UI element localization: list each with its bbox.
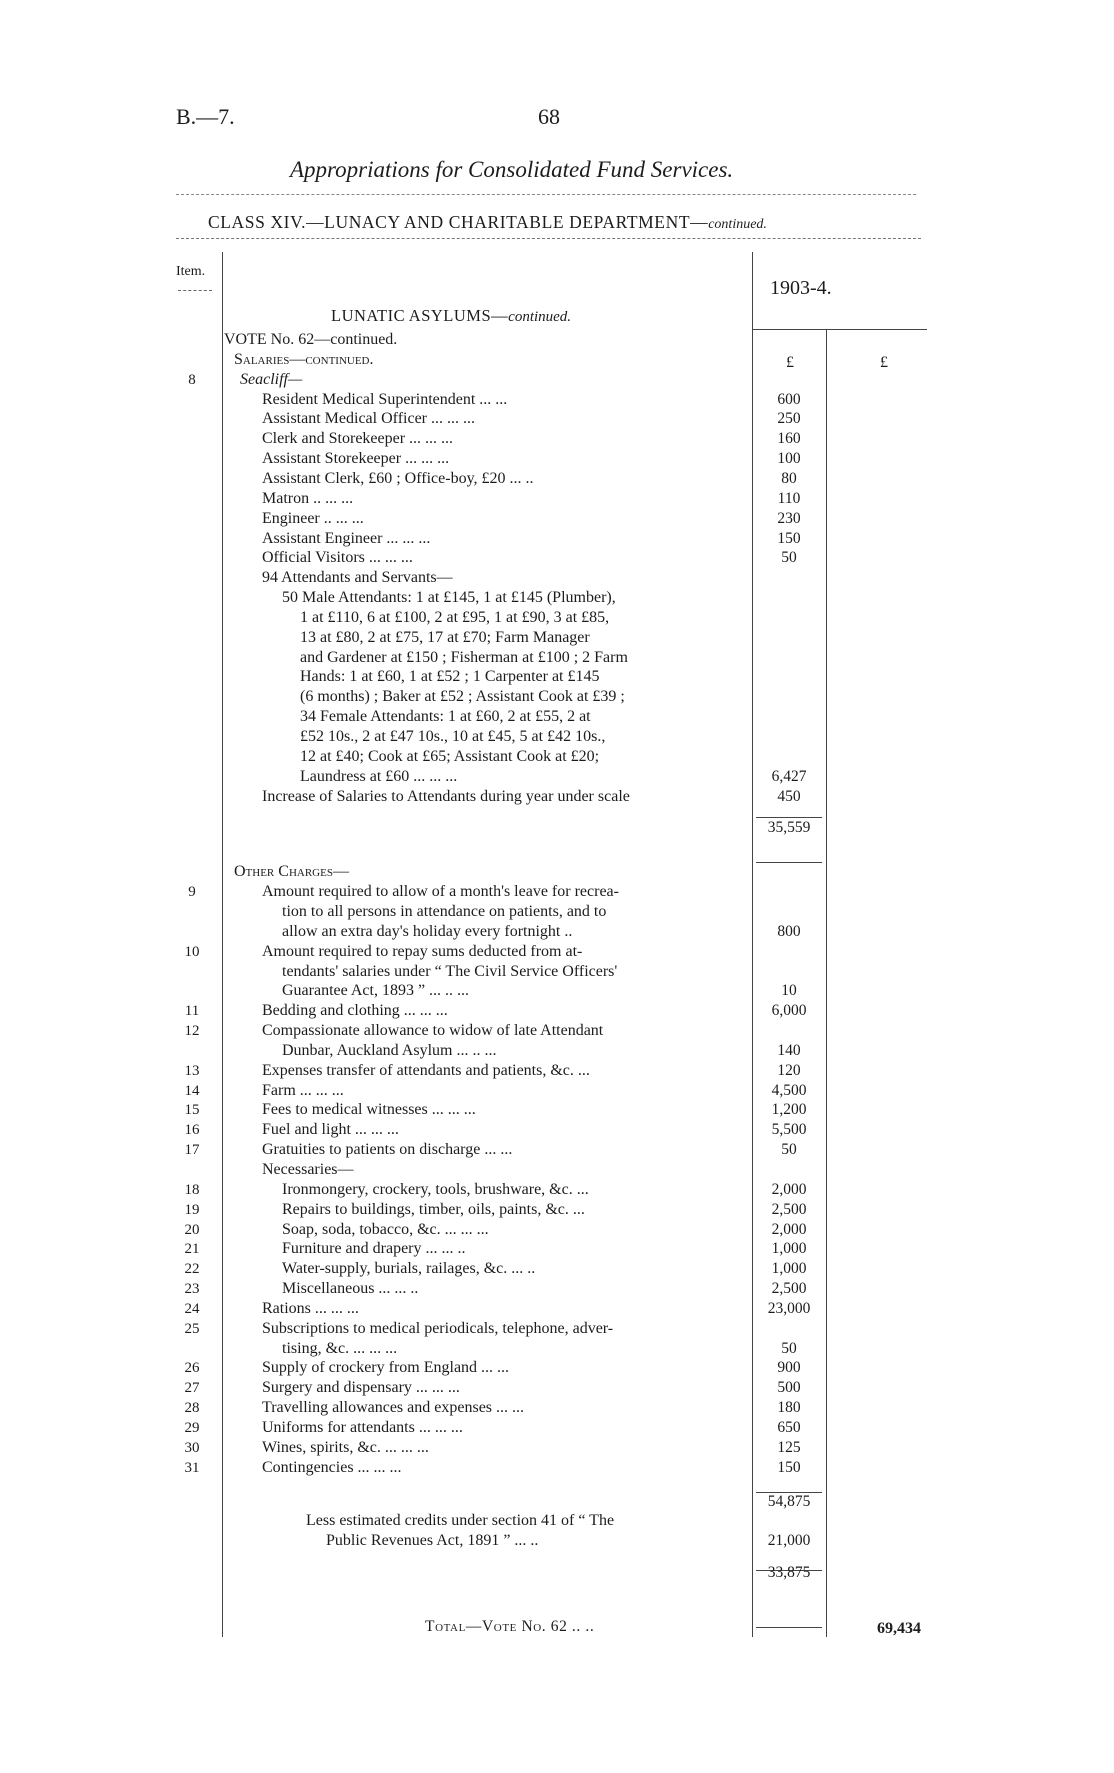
item-number: 9 [188, 884, 196, 900]
table-row [0, 449, 1114, 469]
table-row [0, 1081, 1114, 1101]
row-description: Furniture and drapery ... ... .. [282, 1240, 466, 1257]
item-number: 22 [184, 1261, 200, 1277]
table-row [0, 687, 1114, 707]
row-amount: 600 [777, 391, 801, 408]
total-value: 69,434 [877, 1620, 921, 1637]
item-number: 13 [184, 1063, 200, 1079]
table-row [0, 1319, 1114, 1339]
table-row [0, 588, 1114, 608]
row-description: Subscriptions to medical periodicals, telephone, adver- [262, 1320, 614, 1337]
row-description: Public Revenues Act, 1891 ” ... .. [326, 1532, 539, 1549]
currency-column-1: £ [786, 354, 794, 371]
item-number: 23 [184, 1281, 200, 1297]
row-description: Compassionate allowance to widow of late Attendant [262, 1022, 604, 1039]
row-description: Official Visitors ... ... ... [262, 549, 413, 566]
row-amount: 50 [781, 549, 797, 566]
row-amount: 21,000 [767, 1532, 811, 1549]
table-row [0, 1563, 1114, 1583]
class-title-suffix: continued. [708, 217, 767, 232]
row-amount: 150 [777, 1459, 801, 1476]
table-row [0, 1378, 1114, 1398]
row-description: Resident Medical Superintendent ... ... [262, 391, 508, 408]
table-row [0, 747, 1114, 767]
table-row [0, 1418, 1114, 1438]
table-row [0, 489, 1114, 509]
row-amount: 33,875 [767, 1564, 811, 1581]
table-row [0, 1120, 1114, 1140]
table-row [0, 1239, 1114, 1259]
item-number: 28 [184, 1400, 200, 1416]
row-description: Miscellaneous ... ... .. [282, 1280, 419, 1297]
item-number: 20 [184, 1222, 200, 1238]
row-description: Expenses transfer of attendants and patients, &c. ... [262, 1062, 590, 1079]
table-row [0, 1458, 1114, 1478]
row-description: (6 months) ; Baker at £52 ; Assistant Cook at £39 ; [300, 688, 625, 705]
table-row [0, 409, 1114, 429]
table-row [0, 1339, 1114, 1359]
table-row [0, 1511, 1114, 1531]
row-description: 13 at £80, 2 at £75, 17 at £70; Farm Manager [300, 629, 590, 646]
row-amount: 2,500 [771, 1201, 807, 1218]
row-description: Repairs to buildings, timber, oils, paints, &c. ... [282, 1201, 585, 1218]
row-amount: 2,000 [771, 1221, 807, 1238]
row-description: Other Charges— [234, 863, 349, 880]
row-amount: 160 [777, 430, 801, 447]
row-description: Assistant Clerk, £60 ; Office-boy, £20 ... .. [262, 470, 534, 487]
row-amount: 6,000 [771, 1002, 807, 1019]
row-description: Contingencies ... ... ... [262, 1459, 402, 1476]
currency-column-2: £ [880, 354, 888, 371]
item-number: 25 [184, 1321, 200, 1337]
row-amount: 50 [781, 1340, 797, 1357]
table-row [0, 1041, 1114, 1061]
row-description: Soap, soda, tobacco, &c. ... ... ... [282, 1221, 489, 1238]
row-amount: 230 [777, 510, 801, 527]
class-title-main: CLASS XIV.—LUNACY AND CHARITABLE DEPARTMENT— [208, 212, 709, 232]
row-amount: 120 [777, 1062, 801, 1079]
table-row [0, 1531, 1114, 1551]
row-description: Laundress at £60 ... ... ... [300, 768, 458, 785]
row-amount: 450 [777, 788, 801, 805]
row-description: Wines, spirits, &c. ... ... ... [262, 1439, 429, 1456]
year-heading: 1903-4. [770, 277, 832, 299]
row-description: tion to all persons in attendance on patients, and to [282, 903, 607, 920]
row-amount: 10 [781, 982, 797, 999]
row-description: Water-supply, burials, railages, &c. ... .. [282, 1260, 536, 1277]
table-row [0, 1279, 1114, 1299]
row-amount: 50 [781, 1141, 797, 1158]
table-row [0, 1200, 1114, 1220]
table-row [0, 1100, 1114, 1120]
row-description: and Gardener at £150 ; Fisherman at £100 ; 2 Farm [300, 649, 628, 666]
item-number: 27 [184, 1380, 200, 1396]
row-amount: 100 [777, 450, 801, 467]
row-description: Guarantee Act, 1893 ” ... .. ... [282, 982, 470, 999]
table-row [0, 882, 1114, 902]
table-row [0, 648, 1114, 668]
table-row [0, 1140, 1114, 1160]
row-description: Travelling allowances and expenses ... ... [262, 1399, 525, 1416]
table-row [0, 1160, 1114, 1180]
table-row [0, 548, 1114, 568]
row-amount: 23,000 [767, 1300, 811, 1317]
row-amount: 650 [777, 1419, 801, 1436]
row-description: Clerk and Storekeeper ... ... ... [262, 430, 454, 447]
row-amount: 35,559 [767, 819, 811, 836]
table-row [0, 429, 1114, 449]
table-row [0, 1358, 1114, 1378]
table-row [0, 902, 1114, 922]
row-amount: 1,000 [771, 1260, 807, 1277]
item-number: 19 [184, 1202, 200, 1218]
item-number: 11 [184, 1003, 200, 1019]
table-row [0, 608, 1114, 628]
row-amount: 250 [777, 410, 801, 427]
table-row [0, 767, 1114, 787]
row-amount: 80 [781, 470, 797, 487]
row-description: Ironmongery, crockery, tools, brushware, &c. ... [282, 1181, 589, 1198]
table-row [0, 707, 1114, 727]
table-row [0, 529, 1114, 549]
row-amount: 2,500 [771, 1280, 807, 1297]
item-number: 21 [184, 1241, 200, 1257]
row-amount: 4,500 [771, 1082, 807, 1099]
section-heading-main: LUNATIC ASYLUMS— [331, 306, 509, 325]
row-description: Less estimated credits under section 41 of “ The [306, 1512, 615, 1529]
table-row [0, 667, 1114, 687]
table-row [0, 1398, 1114, 1418]
row-amount: 2,000 [771, 1181, 807, 1198]
table-row [0, 1220, 1114, 1240]
row-description: Rations ... ... ... [262, 1300, 359, 1317]
row-description: Bedding and clothing ... ... ... [262, 1002, 448, 1019]
table-row [0, 628, 1114, 648]
table-row [0, 390, 1114, 410]
row-description: VOTE No. 62—continued. [224, 331, 398, 348]
table-row [0, 509, 1114, 529]
row-amount: 800 [777, 923, 801, 940]
row-description: Amount required to repay sums deducted from at- [262, 943, 583, 960]
row-description: Salaries—continued. [234, 351, 374, 368]
table-row [0, 469, 1114, 489]
row-amount: 180 [777, 1399, 801, 1416]
row-description: Matron .. ... ... [262, 490, 354, 507]
row-description: Assistant Engineer ... ... ... [262, 530, 431, 547]
table-row [0, 1001, 1114, 1021]
row-description: 1 at £110, 6 at £100, 2 at £95, 1 at £90, 3 at £85, [300, 609, 610, 626]
row-description: 34 Female Attendants: 1 at £60, 2 at £55, 2 at [300, 708, 591, 725]
table-row [0, 370, 1114, 390]
table-row [0, 330, 1114, 350]
table-row [0, 1180, 1114, 1200]
table-row [0, 922, 1114, 942]
table-row [0, 568, 1114, 588]
page-number: 68 [538, 104, 560, 129]
table-row [0, 1492, 1114, 1512]
row-description: Assistant Storekeeper ... ... ... [262, 450, 450, 467]
row-description: £52 10s., 2 at £47 10s., 10 at £45, 5 at £42 10s., [300, 728, 606, 745]
row-amount: 1,000 [771, 1240, 807, 1257]
table-row [0, 942, 1114, 962]
row-description: Fuel and light ... ... ... [262, 1121, 399, 1138]
row-description: Uniforms for attendants ... ... ... [262, 1419, 463, 1436]
table-row [0, 818, 1114, 838]
table-row [0, 727, 1114, 747]
item-number: 12 [184, 1023, 200, 1039]
row-amount: 1,200 [771, 1101, 807, 1118]
item-number: 14 [184, 1083, 200, 1099]
row-amount: 54,875 [767, 1493, 811, 1510]
table-row [0, 981, 1114, 1001]
table-row [0, 1299, 1114, 1319]
table-row [0, 1259, 1114, 1279]
item-column-heading: Item. [176, 264, 206, 279]
item-number: 17 [184, 1142, 200, 1158]
section-heading-suffix: continued. [508, 309, 572, 325]
row-amount: 6,427 [771, 768, 807, 785]
page-subtitle: Appropriations for Consolidated Fund Services. [290, 157, 734, 182]
item-number: 24 [184, 1301, 200, 1317]
row-description: Hands: 1 at £60, 1 at £52 ; 1 Carpenter at £145 [300, 668, 600, 685]
document-reference: B.—7. [176, 104, 235, 129]
row-description: Farm ... ... ... [262, 1082, 344, 1099]
item-number: 30 [184, 1440, 200, 1456]
item-number: 31 [184, 1460, 200, 1476]
table-row [0, 787, 1114, 807]
item-number: 10 [184, 944, 200, 960]
row-description: Supply of crockery from England ... ... [262, 1359, 510, 1376]
row-description: Surgery and dispensary ... ... ... [262, 1379, 460, 1396]
row-description: Gratuities to patients on discharge ... ... [262, 1141, 513, 1158]
row-description: allow an extra day's holiday every fortnight .. [282, 923, 573, 940]
row-description: Fees to medical witnesses ... ... ... [262, 1101, 476, 1118]
table-row [0, 1438, 1114, 1458]
table-row [0, 1021, 1114, 1041]
item-number: 29 [184, 1420, 200, 1436]
row-description: Necessaries— [262, 1161, 354, 1178]
table-row [0, 1061, 1114, 1081]
row-description: Increase of Salaries to Attendants during year under scale [262, 788, 630, 805]
row-description: 94 Attendants and Servants— [262, 569, 453, 586]
total-label: Total—Vote No. 62 .. .. [425, 1618, 595, 1635]
row-description: tising, &c. ... ... ... [282, 1340, 398, 1357]
row-amount: 140 [777, 1042, 801, 1059]
item-number: 16 [184, 1122, 200, 1138]
row-amount: 5,500 [771, 1121, 807, 1138]
row-amount: 900 [777, 1359, 801, 1376]
table-row [0, 350, 1114, 370]
table-row [0, 962, 1114, 982]
item-number: 8 [188, 372, 196, 388]
item-number: 15 [184, 1102, 200, 1118]
row-amount: 150 [777, 530, 801, 547]
row-description: 50 Male Attendants: 1 at £145, 1 at £145 (Plumber), [282, 589, 616, 606]
row-description: Engineer .. ... ... [262, 510, 364, 527]
row-description: Amount required to allow of a month's leave for recrea- [262, 883, 619, 900]
row-description: Seacliff— [240, 371, 303, 388]
item-number: 18 [184, 1182, 200, 1198]
row-description: tendants' salaries under “ The Civil Service Officers' [282, 963, 618, 980]
row-description: Dunbar, Auckland Asylum ... .. ... [282, 1042, 497, 1059]
row-description: Assistant Medical Officer ... ... ... [262, 410, 475, 427]
row-amount: 500 [777, 1379, 801, 1396]
table-row [0, 862, 1114, 882]
item-number: 26 [184, 1360, 200, 1376]
row-description: 12 at £40; Cook at £65; Assistant Cook at £20; [300, 748, 600, 765]
row-amount: 125 [777, 1439, 801, 1456]
row-amount: 110 [777, 490, 801, 507]
